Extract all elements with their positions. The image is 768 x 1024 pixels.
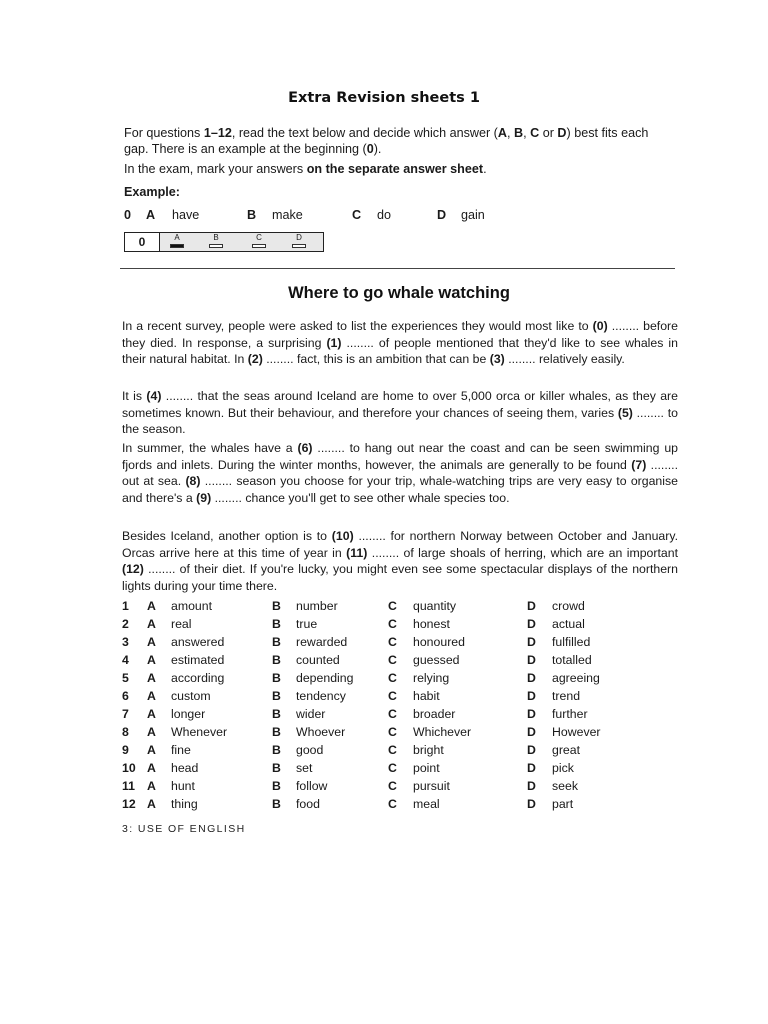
option-letter-d: D (527, 779, 536, 793)
option-letter-c: C (388, 797, 397, 811)
option-b: wider (296, 707, 326, 721)
question-row (122, 689, 682, 707)
example-answer-box (124, 232, 324, 252)
instruction-text: . (483, 162, 487, 176)
option-c: point (413, 761, 440, 775)
question-number: 12 (122, 797, 136, 811)
option-letter-a: A (147, 635, 156, 649)
option-letter-b: B (272, 779, 281, 793)
option-d: However (552, 725, 601, 739)
instruction-answer-sheet: on the separate answer sheet (306, 162, 484, 176)
option-c: guessed (413, 653, 460, 667)
option-c: honest (413, 617, 450, 631)
option-letter-c: C (388, 707, 397, 721)
option-letter-a: A (147, 617, 156, 631)
example-option-b: make (272, 208, 303, 222)
question-row (122, 599, 682, 617)
option-b: depending (296, 671, 354, 685)
paragraph-text: ........ season you choose for your trip, whale-watching trips are very easy to organise and there's a (122, 474, 678, 505)
paragraph-text: ........ fact, this is an ambition that can be (262, 352, 490, 366)
option-b: rewarded (296, 635, 348, 649)
question-number: 1 (122, 599, 129, 613)
option-letter-d: D (527, 671, 536, 685)
question-row (122, 653, 682, 671)
article-paragraph (122, 528, 678, 594)
page-footer: 3: USE OF ENGLISH (122, 823, 246, 835)
option-letter-a: A (147, 653, 156, 667)
option-letter-b: B (272, 761, 281, 775)
question-row (122, 779, 682, 797)
question-row (122, 743, 682, 761)
option-c: habit (413, 689, 440, 703)
option-letter-c: C (388, 617, 397, 631)
instruction-text: ). (373, 142, 382, 156)
instruction-text: , (506, 126, 514, 140)
instruction-text: For questions (124, 126, 204, 140)
option-letter-d: D (527, 743, 536, 757)
answer-box-number: 0 (125, 233, 160, 251)
option-d: totalled (552, 653, 592, 667)
article-title: Where to go whale watching (288, 284, 510, 302)
question-row (122, 761, 682, 779)
option-letter-b: B (272, 743, 281, 757)
gap-number: (0) (592, 319, 608, 333)
paragraph-text: ........ relatively easily. (504, 352, 625, 366)
article-paragraph (122, 318, 678, 368)
option-letter-b: B (272, 653, 281, 667)
article-paragraph (122, 388, 678, 438)
instruction-letter: B (513, 126, 524, 140)
option-letter-d: D (527, 617, 536, 631)
question-number: 6 (122, 689, 129, 703)
option-a: estimated (171, 653, 225, 667)
gap-number: (8) (185, 474, 201, 488)
page-title: Extra Revision sheets 1 (288, 90, 480, 106)
paragraph-text: ........ that the seas around Iceland are home to over 5,000 orca or killer whales, as they are sometimes known. But their behaviour, and therefore your chances of seeing them, varies (122, 389, 678, 420)
question-row (122, 797, 682, 815)
option-letter-d: D (527, 725, 536, 739)
option-d: seek (552, 779, 578, 793)
option-letter-c: C (388, 635, 397, 649)
paragraph-text: ........ chance you'll get to see other whale species too. (211, 490, 510, 505)
option-a: amount (171, 599, 213, 613)
question-number: 9 (122, 743, 129, 757)
gap-number: (9) (196, 490, 212, 505)
option-letter-d: D (527, 761, 536, 775)
gap-number: (10) (331, 529, 354, 543)
option-d: actual (552, 617, 585, 631)
option-b: tendency (296, 689, 346, 703)
paragraph-text: ........ of their diet. If you're lucky, you might even see some spectacular displays of the northern lights during your time there. (122, 562, 678, 593)
example-letter-b: B (247, 208, 257, 222)
question-row (122, 635, 682, 653)
option-a: head (171, 761, 199, 775)
instruction-range: 1–12 (203, 126, 232, 140)
instruction-text: or (539, 126, 558, 140)
option-c: quantity (413, 599, 457, 613)
option-letter-a: A (147, 599, 156, 613)
example-option-d: gain (461, 208, 485, 222)
question-number: 10 (122, 761, 136, 775)
option-a: Whenever (171, 725, 228, 739)
paragraph-text: ........ out at sea. (122, 457, 679, 488)
option-letter-a: A (147, 689, 156, 703)
gap-number: (5) (617, 405, 633, 420)
option-letter-d: D (527, 653, 536, 667)
instruction-text: , (523, 126, 531, 140)
option-d: fulfilled (552, 635, 591, 649)
option-letter-c: C (388, 653, 397, 667)
question-number: 5 (122, 671, 129, 685)
option-letter-d: D (527, 797, 536, 811)
instruction-letter: D (557, 126, 567, 140)
answer-box-option-a (169, 234, 185, 248)
answer-box-letter: D (296, 233, 302, 242)
paragraph-text: ........ of people mentioned that they'd like to see whales in their natural habitat. In (122, 335, 678, 366)
option-letter-d: D (527, 707, 536, 721)
option-c: broader (413, 707, 456, 721)
option-a: thing (171, 797, 198, 811)
option-letter-b: B (272, 671, 281, 685)
paragraph-text: ........ before they died. In response, a surprising (122, 319, 678, 350)
instructions-answer-sheet (124, 161, 676, 177)
question-number: 11 (122, 779, 135, 793)
option-b: counted (296, 653, 340, 667)
answer-box-option-c (251, 234, 267, 248)
example-option-a: have (172, 208, 200, 222)
paragraph-text: Besides Iceland, another option is to (122, 529, 332, 543)
article-paragraph (122, 440, 678, 506)
gap-number: (4) (146, 389, 162, 403)
option-letter-b: B (272, 689, 281, 703)
example-row (124, 208, 676, 224)
option-a: custom (171, 689, 211, 703)
option-b: number (296, 599, 338, 613)
option-d: crowd (552, 599, 585, 613)
option-d: agreeing (552, 671, 600, 685)
question-number: 7 (122, 707, 129, 721)
gap-number: (6) (297, 441, 313, 455)
example-option-c: do (377, 208, 392, 222)
option-letter-c: C (388, 599, 397, 613)
option-b: good (296, 743, 324, 757)
example-letter-a: A (146, 208, 156, 222)
paragraph-text: ........ of large shoals of herring, which are an important (367, 545, 678, 560)
option-a: hunt (171, 779, 195, 793)
option-c: bright (413, 743, 444, 757)
option-b: Whoever (296, 725, 346, 739)
option-letter-b: B (272, 617, 281, 631)
option-a: longer (171, 707, 206, 721)
gap-number: (3) (489, 352, 505, 366)
option-letter-a: A (147, 671, 156, 685)
option-c: meal (413, 797, 440, 811)
instruction-text: In the exam, mark your answers (124, 162, 307, 176)
option-letter-c: C (388, 761, 397, 775)
option-a: according (171, 671, 225, 685)
answer-mark-empty (252, 244, 266, 248)
option-letter-d: D (527, 599, 536, 613)
question-number: 4 (122, 653, 129, 667)
answer-mark-filled (170, 244, 184, 248)
paragraph-text: In summer, the whales have a (122, 441, 298, 455)
option-letter-a: A (147, 761, 156, 775)
option-letter-b: B (272, 599, 281, 613)
option-letter-a: A (147, 725, 156, 739)
instruction-letter: A (497, 126, 507, 140)
option-letter-a: A (147, 797, 156, 811)
section-divider (120, 268, 675, 269)
option-letter-c: C (388, 725, 397, 739)
option-a: answered (171, 635, 225, 649)
paragraph-text: It is (122, 389, 147, 403)
option-letter-c: C (388, 689, 397, 703)
option-letter-b: B (272, 707, 281, 721)
option-letter-b: B (272, 797, 281, 811)
instruction-letter: C (530, 126, 540, 140)
option-b: set (296, 761, 313, 775)
option-d: pick (552, 761, 574, 775)
option-a: fine (171, 743, 191, 757)
gap-number: (7) (631, 457, 647, 472)
paragraph-text: ........ to hang out near the coast and can be seen swimming up fjords and inlets. During the winter months, however, the animals are generally to be found (122, 441, 678, 472)
instruction-text: ) best fits each gap. There is an example at the beginning ( (124, 126, 649, 156)
instruction-zero: 0 (366, 142, 374, 156)
paragraph-text: In a recent survey, people were asked to list the experiences they would most like to (122, 319, 593, 333)
instructions-paragraph (124, 125, 676, 157)
option-letter-c: C (388, 779, 397, 793)
paragraph-text: ........ for northern Norway between October and January. Orcas arrive here at this time of year in (122, 529, 679, 560)
answer-box-letter: B (213, 233, 219, 242)
example-letter-d: D (437, 208, 447, 222)
option-letter-b: B (272, 725, 281, 739)
answer-box-option-b (208, 234, 224, 248)
answer-box-letter: A (174, 233, 180, 242)
option-d: great (552, 743, 581, 757)
question-row (122, 671, 682, 689)
option-letter-c: C (388, 671, 397, 685)
option-letter-d: D (527, 689, 536, 703)
option-c: pursuit (413, 779, 450, 793)
option-letter-a: A (147, 779, 156, 793)
gap-number: (1) (326, 335, 342, 350)
example-letter-c: C (352, 208, 362, 222)
option-d: trend (552, 689, 581, 703)
option-c: honoured (413, 635, 465, 649)
option-b: food (296, 797, 320, 811)
option-letter-c: C (388, 743, 397, 757)
example-number: 0 (124, 208, 132, 222)
question-row (122, 707, 682, 725)
instruction-text: , read the text below and decide which answer ( (231, 126, 498, 140)
gap-number: (12) (122, 562, 144, 576)
example-label: Example: (124, 185, 180, 199)
answer-box-letter: C (256, 233, 262, 242)
option-a: real (171, 617, 192, 631)
paragraph-text: ........ to the season. (122, 405, 678, 436)
option-c: relying (413, 671, 450, 685)
answer-mark-empty (292, 244, 306, 248)
option-c: Whichever (413, 725, 472, 739)
question-number: 3 (122, 635, 129, 649)
option-b: follow (296, 779, 328, 793)
gap-number: (2) (247, 352, 263, 366)
option-d: further (552, 707, 588, 721)
answer-box-option-d (291, 234, 307, 248)
option-letter-a: A (147, 707, 156, 721)
question-row (122, 617, 682, 635)
option-letter-b: B (272, 635, 281, 649)
answer-options-table (122, 599, 682, 815)
option-letter-a: A (147, 743, 156, 757)
option-letter-d: D (527, 635, 536, 649)
question-number: 2 (122, 617, 129, 631)
question-number: 8 (122, 725, 129, 739)
option-b: true (296, 617, 318, 631)
answer-mark-empty (209, 244, 223, 248)
option-d: part (552, 797, 574, 811)
question-row (122, 725, 682, 743)
gap-number: (11) (346, 545, 368, 560)
